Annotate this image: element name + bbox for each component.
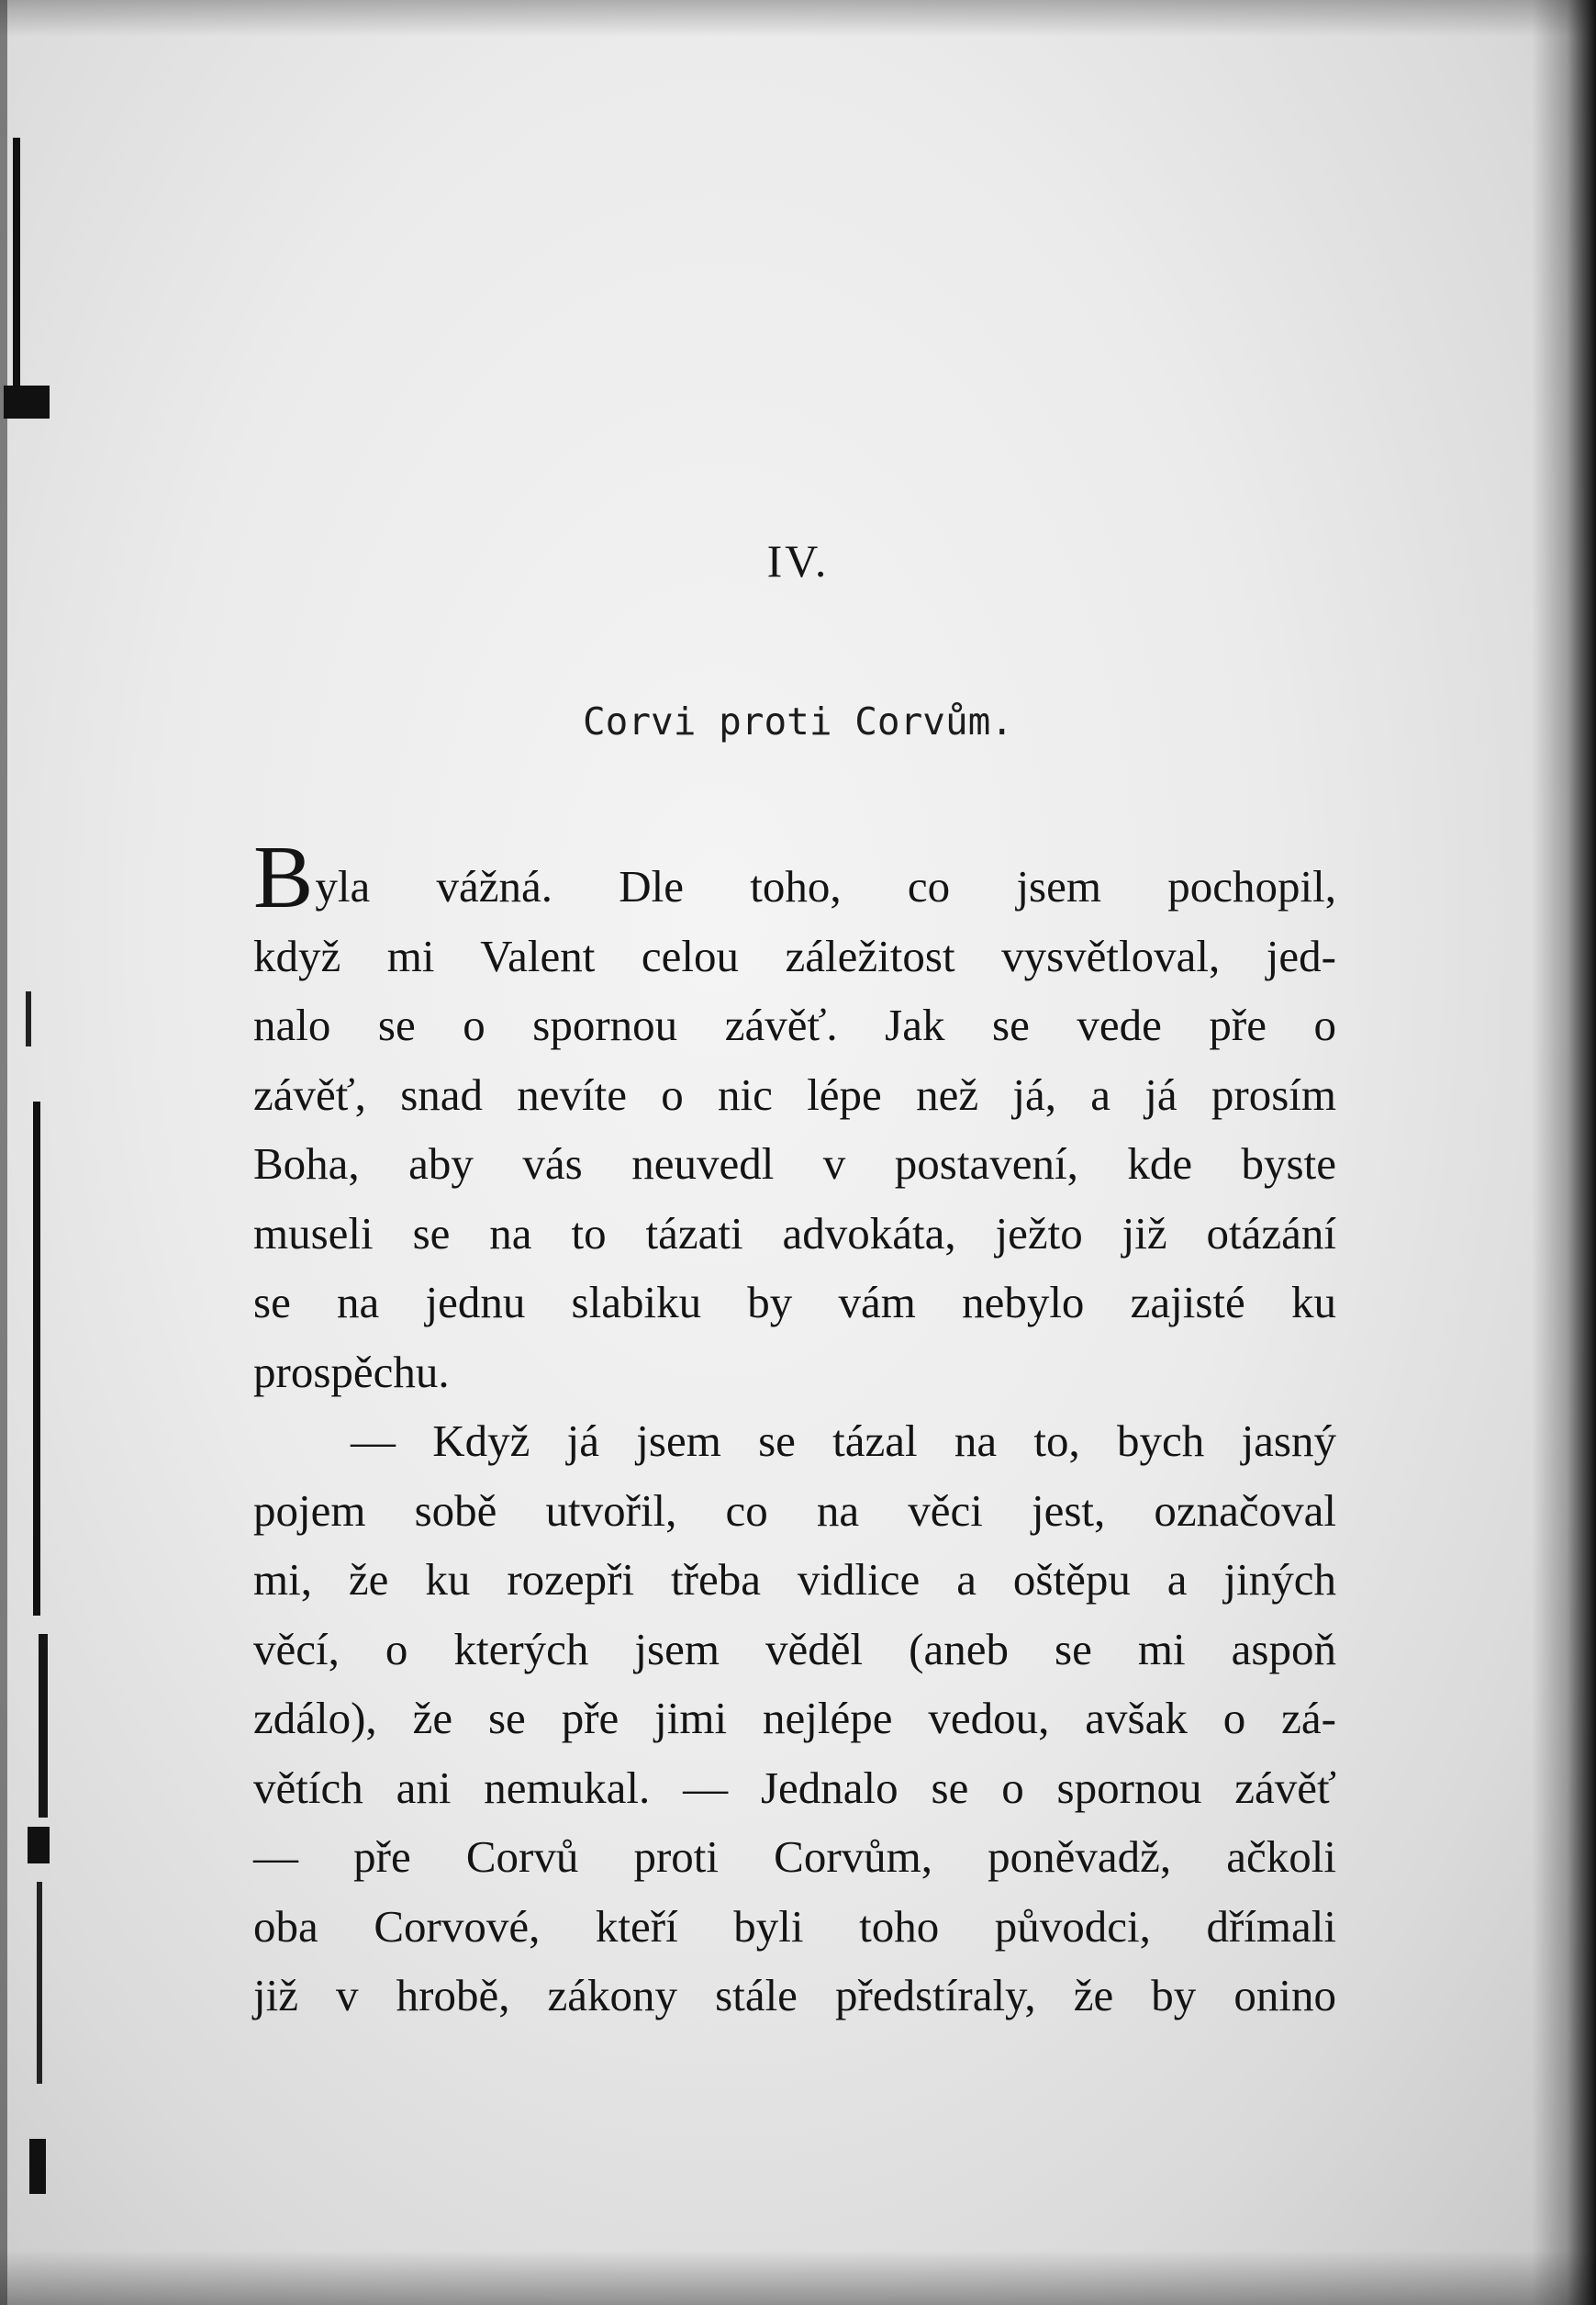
scan-shadow-top xyxy=(0,0,1596,37)
text-line: již v hrobě, zákony stále předstíraly, že by onino xyxy=(253,1970,1336,2020)
chapter-title: Corvi proti Corvům. xyxy=(583,699,1013,744)
text-line xyxy=(253,828,1336,927)
scan-shadow-right xyxy=(1532,0,1596,2305)
text-line: prospěchu. xyxy=(253,1346,450,1397)
binding-marks xyxy=(0,0,64,2305)
text-line: zdálo), že se pře jimi nejlépe vedou, avšak o zá- xyxy=(253,1693,1336,1743)
body-text xyxy=(253,828,1336,2031)
chapter-number: IV. xyxy=(766,535,830,587)
text-line: museli se na to tázati advokáta, ježto již otázání xyxy=(253,1207,1336,1259)
text-line: — pře Corvů proti Corvům, poněvadž, ačkoli xyxy=(253,1831,1336,1882)
first-line-text: yla vážná. Dle toho, co jsem pochopil, xyxy=(315,861,1336,912)
text-line: nalo se o spornou závěť. Jak se vede pře o xyxy=(253,1000,1336,1050)
text-line: větích ani nemukal. — Jednalo se o spornou závěť xyxy=(253,1762,1336,1813)
text-line: když mi Valent celou záležitost vysvětloval, jed- xyxy=(253,930,1336,981)
text-line: oba Corvové, kteří byli toho původci, dřímali xyxy=(253,1900,1336,1952)
text-line: — Když já jsem se tázal na to, bych jasný xyxy=(351,1415,1336,1466)
text-line: se na jednu slabiku by vám nebylo zajisté ku xyxy=(253,1277,1336,1327)
text-line: pojem sobě utvořil, co na věci jest, označoval xyxy=(253,1484,1336,1536)
scan-shadow-bottom xyxy=(0,2250,1596,2305)
drop-cap: B xyxy=(253,828,314,927)
text-line: Boha, aby vás neuvedl v postavení, kde byste xyxy=(253,1138,1336,1189)
text-line: závěť, snad nevíte o nic lépe než já, a já prosím xyxy=(253,1069,1336,1120)
text-line: věcí, o kterých jsem věděl (aneb se mi aspoň xyxy=(253,1623,1336,1674)
text-line: mi, že ku rozepři třeba vidlice a oštěpu a jiných xyxy=(253,1554,1336,1605)
